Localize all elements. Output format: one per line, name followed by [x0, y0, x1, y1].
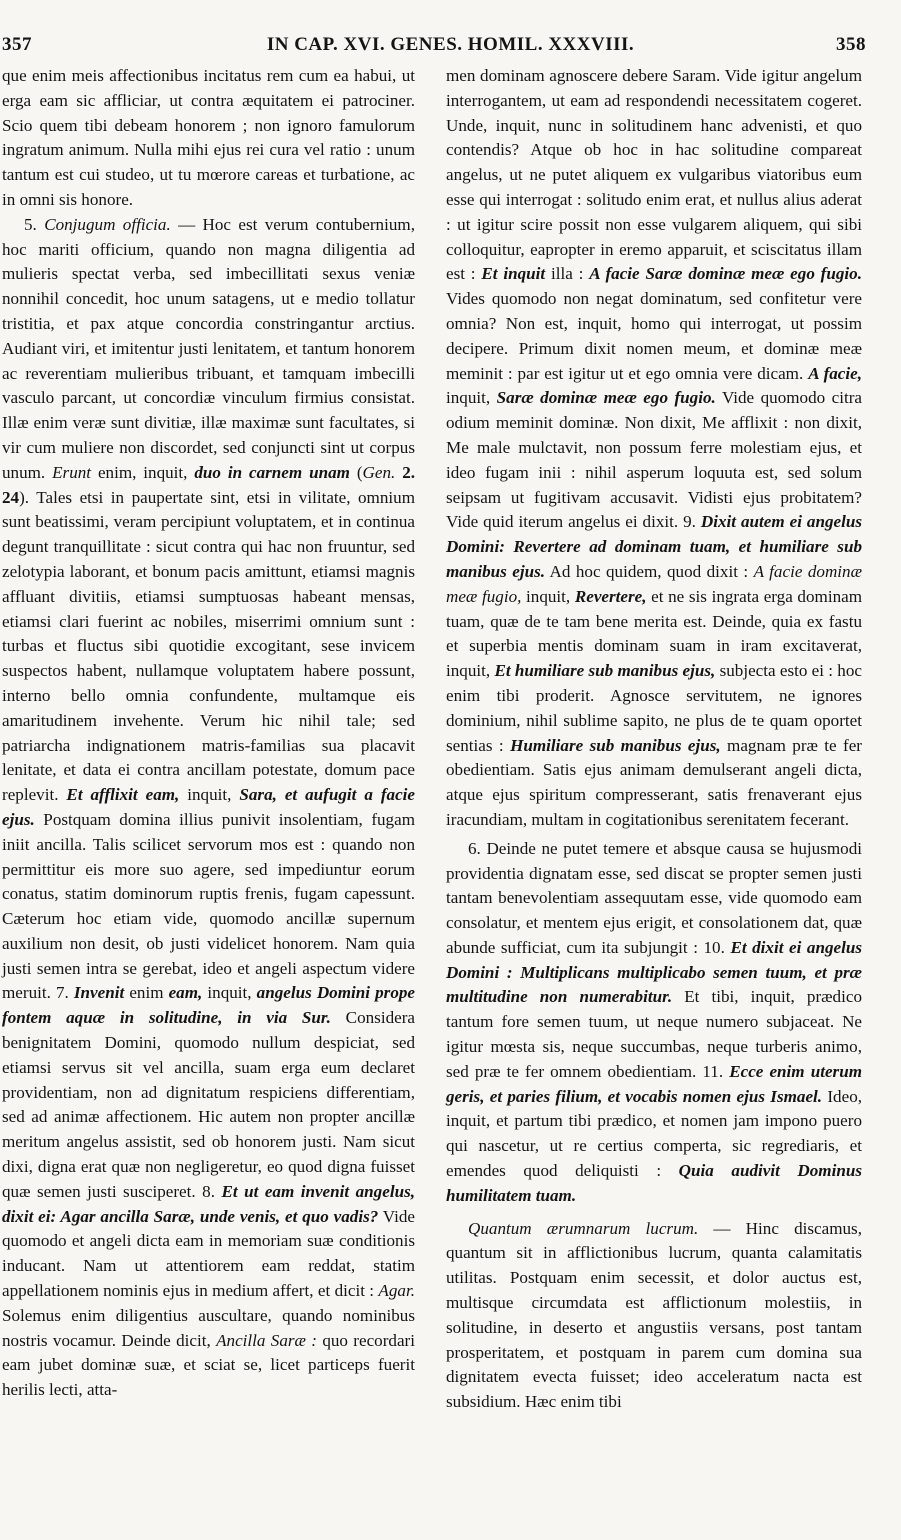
scripture-quote: Dixit autem ei angelus Domini: Revertere ad dominam tuam, et humiliare sub manibus ejus. — [446, 512, 862, 581]
scripture-quote: Agar. — [378, 1281, 415, 1301]
bible-reference-number: 2. 24 — [2, 462, 416, 507]
page-number-left: 357 — [2, 34, 32, 55]
paragraph: men dominam agnoscere debere Saram. Vide igitur angelum interrogantem, ut eam ad respondendi necessitatem cogeret. Unde, inquit, nunc in solitudinem hanc advenisti, et quo contendis? Atque ob hoc in hac solitudine compareat angelus, ut ne putet aliquem ex vulgaribus viatoribus eum esse qui interrogat : solitudo enim erat, et nullus alius aderat : ut igitur scire possit non esse vulgarem aliquem, qui sibi colloquitur, eapropter in eremo apparuit, et sciscitatus illam est : Et inquit illa : A facie Saræ dominæ meæ ego fugio. Vides quomodo non negat dominatum, sed confitetur vere omnia? Non est, inquit, homo qui interrogat, ut possim decipere. Primum dixit nomen meum, et dominæ meæ meminit : par est igitur ut et ego omnia vere dicam. A facie, inquit, Saræ dominæ meæ ego fugio. Vide quomodo citra odium meminit dominæ. Non dixit, Me afflixit : non dixit, Me male mulctavit, non possum ferre molestiam ejus, et ideo fugam inii : nihil asperum loquuta est, sed solum seipsam ut fugitivam accusavit. Vidisti ejus probitatem? Vide quid iterum angelus ei dixit. 9. Dixit autem ei angelus Domini: Revertere ad dominam tuam, et humiliare sub manibus ejus. Ad hoc quidem, quod dixit : A facie dominæ meæ fugio, inquit, Revertere, et ne sis ingrata erga dominam tuam, quæ de te tam bene merita est. Deinde, quia ex fastu et superbia mentis dominam suam in iram excitaverat, inquit, Et humiliare sub manibus ejus, subjecta esto ei : hoc enim tibi proderit. Agnosce servitutem, ne ignores dominium, nihil sublime sapito, ne plus de te quam oportet sentias : Humiliare sub manibus ejus, magnam præ te fer obedientiam. Satis ejus animam demulserant angeli dicta, atque ejus spiritum compresserant, satis frenaverant ejus iracundiam, multam in cogitationibus serenitatem fecerant. — [446, 66, 863, 829]
scripture-quote: A facie dominæ meæ fugio, — [446, 561, 862, 606]
scripture-quote: angelus Domini prope fontem aquæ in solitudine, in via Sur. — [2, 983, 415, 1028]
scripture-quote: A facie Saræ dominæ meæ ego fugio. — [589, 264, 862, 284]
paragraph-section-5: 5. Conjugum officia. — Hoc est verum contubernium, hoc mariti officium, quando non magna diligentia ad mulieris spectat verba, sed imbecillitati sexus veniæ nonnihil concedit, hoc unum satagens, ut e medio tollatur tristitia, et pax atque concordia constringantur arctius. Audiant viri, et imitentur justi lenitatem, et tantum honorem ac reverentiam mulieribus tribuant, et tamquam imbecilli vasculo parcant, ut concordiæ vinculum firmius consistat. Illæ enim veræ sunt divitiæ, illæ maximæ sunt facultates, si vir cum muliere non discordet, sed conjuncti sint ut corpus unum. Erunt enim, inquit, duo in carnem unam (Gen. 2. 24). Tales etsi in paupertate sint, etsi in vilitate, omnium sunt beatissimi, veram percipiunt voluptatem, et in continua degunt tranquillitate : sicut contra qui hac non fruuntur, sed zelotypia laborant, et bonum pacis amittunt, etiamsi magnis affluant divitiis, etiamsi sumptuosas habeant mensas, etiamsi clari fuerint ac nobiles, miserrimi omnium sunt : turbas et fluctus sibi quotidie excogitant, sese invicem suspectos habent, nullamque voluptatem habere possunt, interno bello omnia confundente, multamque eis amaritudinem invehente. Verum hic nihil tale; sed patriarcha indignationem matris-familias sua placavit lenitate, et data ei contra ancillam potestate, domum pace replevit. Et afflixit eam, inquit, Sara, et aufugit a facie ejus. Postquam domina illius punivit insolentiam, fugam iniit ancilla. Talis scilicet servorum mos est : quando non permittitur eis more suo agere, sed impediuntur eorum conatus, statim dominorum ruptis frenis, fugam capessunt. Cæterum hoc etiam vide, quomodo ancillæ supernum auxilium non desit, ob justi videlicet honorem. Nam quia justi semen intra se gerebat, ideo et angeli aspectum videre meruit. 7. Invenit enim eam, inquit, angelus Domini prope fontem aquæ in solitudine, in via Sur. Considera benignitatem Domini, quomodo nullum despiciat, sed etiamsi servus sit vel ancilla, suam erga eum declaret providentiam, non ad dignitatum respiciens differentiam, sed ad animæ affectionem. Hic autem non propter ancillæ meritum angelus assistit, sed ob honorem justi. Nam sicut dixi, digna erat quæ non negligeretur, eo quod digna fuisset quæ semen justi susciperet. 8. Et ut eam invenit angelus, dixit ei: Agar ancilla Saræ, unde venis, et quo vadis? Vide quomodo et angeli dicta eam in memoriam suæ conditionis inducant. Nam ut attentiorem eam reddat, statim appellationem nominis ejus in medium affert, et dicit : Agar. Solemus enim diligentius auscultare, quando nominibus nostris vocamur. Deinde dicit, Ancilla Saræ : quo recordari eam jubet dominæ suæ, et sciat se, licet particeps fuerit herilis lecti, atta- — [2, 214, 416, 1400]
scripture-quote: Revertere, — [574, 586, 647, 606]
scripture-quote: Ancilla Saræ : — [216, 1330, 317, 1350]
scripture-quote: Et humiliare sub manibus ejus, — [494, 661, 716, 681]
running-title: IN CAP. XVI. GENES. HOMIL. XXXVIII. — [266, 34, 635, 55]
page-number-right: 358 — [836, 34, 866, 55]
running-header — [0, 34, 901, 62]
scripture-quote: Invenit — [73, 983, 125, 1003]
paragraph: que enim meis affectionibus incitatus rem cum ea habui, ut erga eam sic affliciar, ut contra æquitatem ei patrociner. Scio quem tibi debeam honorem ; non ignoro famulorum ingratum animum. Nulla mihi ejus rei cura vel ratio : unum tantum est cui studeo, ut tu mœrore careas et turbatione, ac in omni sis honore. — [2, 66, 415, 209]
scripture-quote: eam, — [168, 983, 203, 1003]
scripture-quote: Erunt — [52, 462, 92, 482]
scripture-quote: A facie, — [808, 363, 863, 383]
right-column — [446, 64, 862, 1415]
scripture-quote: Humiliare sub manibus ejus, — [510, 735, 721, 755]
scripture-quote: Saræ dominæ meæ ego fugio. — [496, 388, 716, 408]
bible-reference: Gen. — [362, 462, 396, 482]
scripture-quote: Sara, et aufugit a facie ejus. — [2, 785, 415, 829]
scripture-quote: Ecce enim uterum geris, et paries filium, et vocabis nomen ejus Ismael. — [446, 1061, 862, 1106]
section-heading: Conjugum officia. — [44, 214, 171, 234]
scripture-quote: Et dixit ei angelus Domini : Multiplicans multiplicabo semen tuum, et præ multitudine non numerabitur. — [446, 937, 863, 1007]
scripture-quote: Et afflixit eam, — [66, 785, 180, 805]
section-number: 5. — [24, 214, 37, 234]
paragraph-section-heading: Quantum ærumnarum lucrum. — Hinc discamus, quantum sit in afflictionibus lucrum, quanta calamitatis utilitas. Postquam enim secessit, et dolor auctus est, multisque circumdata est afflictionum molestiis, in solitudine, in deserto et angustiis versans, post tantam prosperitatem, et postquam in parem cum domina sua dignitatem evecta fuisset; ideo acceleratum nacta est subsidium. Hæc enim tibi — [446, 1218, 862, 1412]
scripture-quote: duo in carnem unam — [194, 462, 350, 482]
scripture-quote: Et inquit — [481, 264, 546, 284]
scripture-quote: Quia audivit Dominus humilitatem tuam. — [446, 1161, 863, 1205]
left-column — [2, 64, 415, 1403]
section-heading: Quantum ærumnarum lucrum. — [468, 1218, 699, 1238]
paragraph-section-6: 6. Deinde ne putet temere et absque causa se hujusmodi providentia dignatam esse, sed discat se propter semen justi tantam benevolentiam assequutam esse, vide quomodo eam consolatur, et mentem ejus erigit, et consolationem dat, quæ abunde sufficiat, cum ita subjungit : 10. Et dixit ei angelus Domini : Multiplicans multiplicabo semen tuum, et præ multitudine non numerabitur. Et tibi, inquit, prædico tantum fore semen tuum, ut neque numero subjaceat. Ne igitur mœsta sis, neque succumbas, neque turberis animo, sed præ te fer omnem obedientiam. 11. Ecce enim uterum geris, et paries filium, et vocabis nomen ejus Ismael. Ideo, inquit, et partum tibi prædico, et nomen jam impono puero qui nascetur, ut re certius comperta, sic regrediaris, et emendes quod deliquisti : Quia audivit Dominus humilitatem tuam. — [446, 838, 863, 1205]
scripture-quote: Et ut eam invenit angelus, dixit ei: Agar ancilla Saræ, unde venis, et quo vadis? — [2, 1181, 415, 1226]
